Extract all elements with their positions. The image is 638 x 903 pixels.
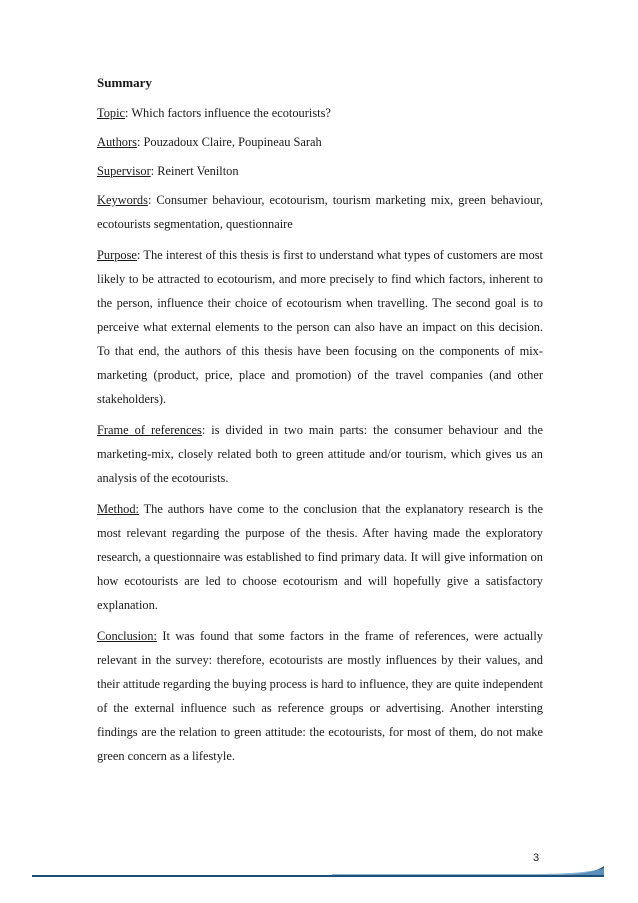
supervisor-text: : Reinert Venilton xyxy=(150,164,239,178)
method-label: Method: xyxy=(97,502,139,516)
page-number: 3 xyxy=(533,852,540,864)
summary-heading: Summary xyxy=(97,75,152,90)
keywords-label: Keywords xyxy=(97,193,148,207)
topic-label: Topic xyxy=(97,106,126,120)
authors-label: Authors xyxy=(97,135,137,149)
keywords-text: : Consumer behaviour, ecotourism, tourism marketing mix, green behaviour, ecotourists segmentation, questionnaire xyxy=(97,193,543,231)
supervisor-paragraph xyxy=(97,159,543,183)
authors-text: : Pouzadoux Claire, Poupineau Sarah xyxy=(136,135,322,149)
frame-paragraph xyxy=(97,418,543,490)
supervisor-label: Supervisor xyxy=(97,164,151,178)
conclusion-paragraph xyxy=(97,624,543,768)
purpose-paragraph xyxy=(97,243,543,411)
keywords-paragraph xyxy=(97,188,543,236)
conclusion-label: Conclusion: xyxy=(97,629,157,643)
method-text: The authors have come to the conclusion that the explanatory research is the most relevant regarding the purpose of the thesis. After having made the exploratory research, a questionnaire was established to find primary data. It will give information on how ecotourists are led to choose ecotourism and will hopefully give a satisfactory explanation. xyxy=(97,502,543,612)
purpose-text: : The interest of this thesis is first to understand what types of customers are most likely to be attracted to ecotourism, and more precisely to find which factors, inherent to the person, influence their choice of ecotourism when travelling. The second goal is to perceive what external elements to the person can also have an impact on this decision. To that end, the authors of this thesis have been focusing on the components of mix-marketing (product, price, place and promotion) of the travel companies (and other stakeholders). xyxy=(97,248,543,406)
purpose-label: Purpose xyxy=(97,248,137,262)
authors-paragraph xyxy=(97,130,543,154)
frame-text: : is divided in two main parts: the consumer behaviour and the marketing-mix, closely related both to green attitude and/or tourism, which gives us an analysis of the ecotourists. xyxy=(97,423,543,485)
summary-section xyxy=(97,73,543,775)
topic-paragraph xyxy=(97,101,543,125)
footer-rule xyxy=(32,866,604,880)
conclusion-text: It was found that some factors in the frame of references, were actually relevant in the survey: therefore, ecotourists are mostly influences by their values, and their attitude regarding the buying process is hard to influence, they are quite independent of the external influence such as reference groups or advertising. Another intersting findings are the relation to green attitude: the ecotourists, for most of them, do not make green concern as a lifestyle. xyxy=(97,629,543,763)
frame-label: Frame of references xyxy=(97,423,202,437)
topic-text: : Which factors influence the ecotourists? xyxy=(125,106,331,120)
method-paragraph xyxy=(97,497,543,617)
